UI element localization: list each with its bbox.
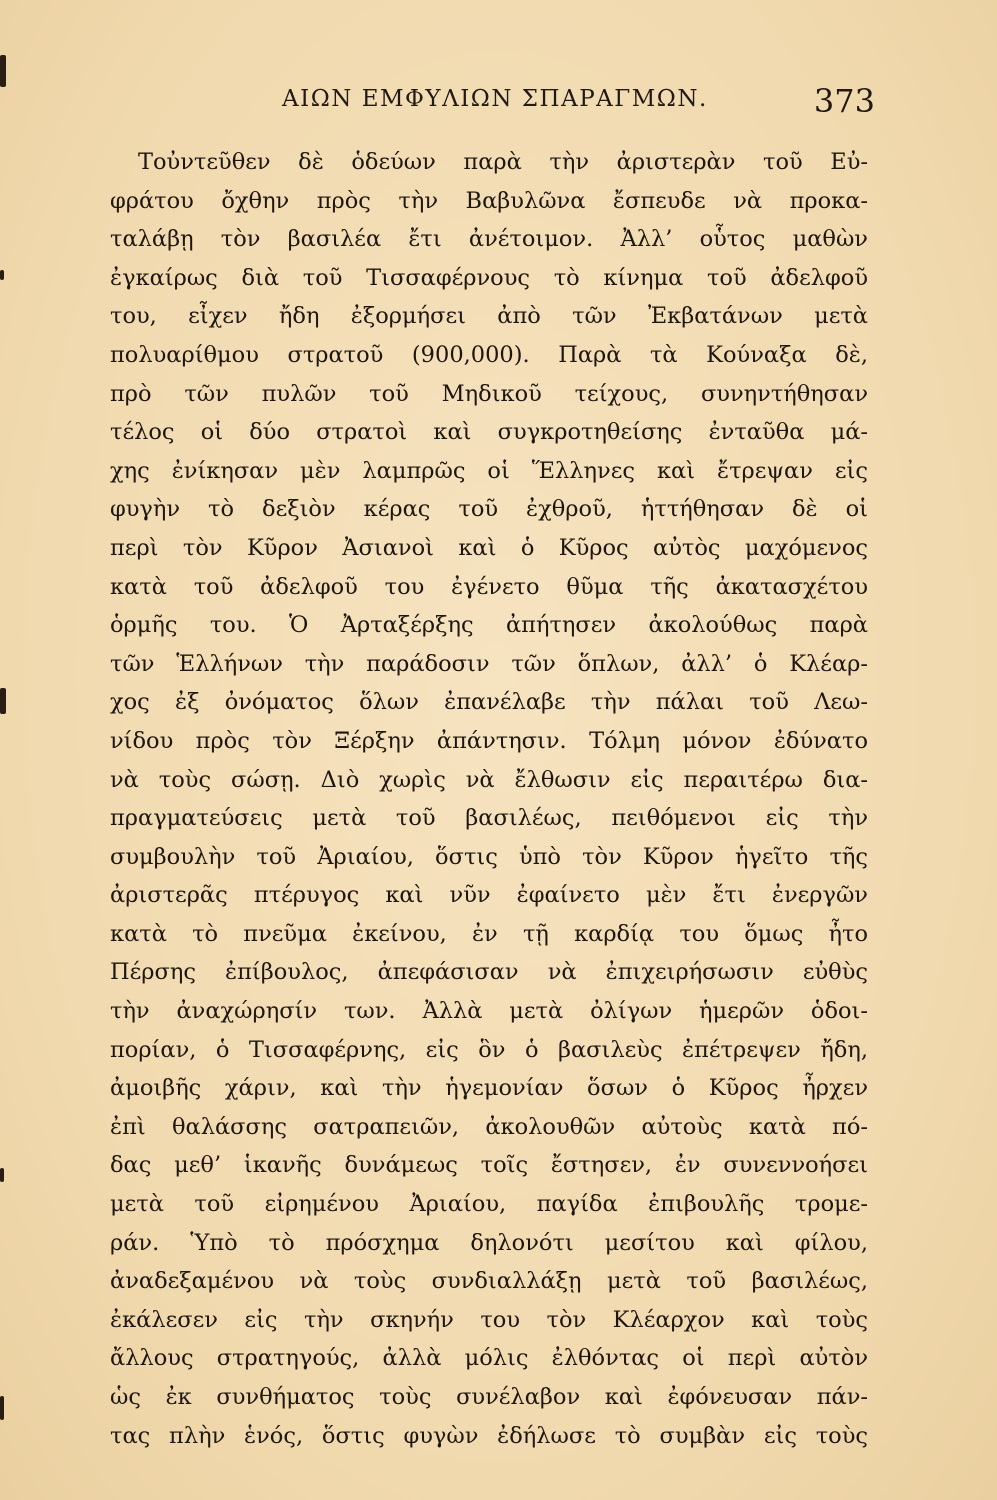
text-line: κατὰ τὸ πνεῦμα ἐκείνου, ἐν τῇ καρδίᾳ του ὅμως ἦτο: [110, 920, 868, 947]
text-line: ἄλλους στρατηγούς, ἀλλὰ μόλις ἐλθόντας οἱ περὶ αὐτὸν: [110, 1345, 868, 1372]
text-line: πραγματεύσεις μετὰ τοῦ βασιλέως, πειθόμενοι εἰς τὴν: [110, 805, 868, 832]
running-head: [110, 82, 875, 126]
text-line: συμβουλὴν τοῦ Ἀριαίου, ὅστις ὑπὸ τὸν Κῦρον ἡγεῖτο τῆς: [110, 843, 868, 870]
text-line: περὶ τὸν Κῦρον Ἀσιανοὶ καὶ ὁ Κῦρος αὐτὸς μαχόμενος: [110, 534, 868, 561]
text-line: πολυαρίθμου στρατοῦ (900,000). Παρὰ τὰ Κούναξα δὲ,: [110, 341, 868, 368]
text-line: νὰ τοὺς σώσῃ. Διὸ χωρὶς νὰ ἔλθωσιν εἰς περαιτέρω δια-: [110, 766, 868, 793]
text-line: ταλάβῃ τὸν βασιλέα ἔτι ἀνέτοιμον. Ἀλλ’ οὗτος μαθὼν: [110, 226, 868, 253]
page-edge-mark: [0, 1168, 4, 1182]
text-line: ἐπὶ θαλάσσης σατραπειῶν, ἀκολουθῶν αὐτοὺς κατὰ πό-: [110, 1113, 868, 1140]
text-line: μετὰ τοῦ εἰρημένου Ἀριαίου, παγίδα ἐπιβουλῆς τρομε-: [110, 1191, 868, 1218]
page-number: 373: [813, 82, 875, 120]
text-line: τέλος οἱ δύο στρατοὶ καὶ συγκροτηθείσης ἐνταῦθα μά-: [110, 419, 868, 446]
text-line: κατὰ τοῦ ἀδελφοῦ του ἐγένετο θῦμα τῆς ἀκατασχέτου: [110, 573, 868, 600]
text-line: τας πλὴν ἑνός, ὅστις φυγὼν ἐδήλωσε τὸ συμβὰν εἰς τοὺς: [110, 1422, 868, 1449]
text-line: τὴν ἀναχώρησίν των. Ἀλλὰ μετὰ ὀλίγων ἡμερῶν ὁδοι-: [110, 998, 868, 1025]
text-line: Πέρσης ἐπίβουλος, ἀπεφάσισαν νὰ ἐπιχειρήσωσιν εὐθὺς: [110, 959, 868, 986]
text-line: Τοὐντεῦθεν δὲ ὁδεύων παρὰ τὴν ἀριστερὰν τοῦ Εὐ-: [138, 149, 868, 175]
text-line: ὁρμῆς του. Ὁ Ἀρταξέρξης ἀπήτησεν ἀκολούθως παρὰ: [110, 612, 868, 639]
page-edge-mark: [0, 688, 6, 714]
text-line: φυγὴν τὸ δεξιὸν κέρας τοῦ ἐχθροῦ, ἡττήθησαν δὲ οἱ: [110, 496, 868, 523]
page-edge-mark: [0, 270, 4, 280]
running-head-title: ΑΙΩΝ ΕΜΦΥΛΙΩΝ ΣΠΑΡΑΓΜΩΝ.: [282, 86, 708, 112]
text-line: του, εἶχεν ἤδη ἐξορμήσει ἀπὸ τῶν Ἐκβατάνων μετὰ: [110, 303, 868, 330]
text-line: τῶν Ἑλλήνων τὴν παράδοσιν τῶν ὅπλων, ἀλλ’ ὁ Κλέαρ-: [110, 650, 868, 677]
text-line: νίδου πρὸς τὸν Ξέρξην ἀπάντησιν. Τόλμη μόνον ἐδύνατο: [110, 727, 868, 754]
text-line: ὡς ἐκ συνθήματος τοὺς συνέλαβον καὶ ἐφόνευσαν πάν-: [110, 1384, 868, 1410]
text-line: πορίαν, ὁ Τισσαφέρνης, εἰς ὃν ὁ βασιλεὺς ἐπέτρεψεν ἤδη,: [110, 1036, 868, 1063]
text-line: χος ἐξ ὀνόματος ὅλων ἐπανέλαβε τὴν πάλαι τοῦ Λεω-: [110, 689, 868, 716]
text-line: ράν. Ὑπὸ τὸ πρόσχημα δηλονότι μεσίτου καὶ φίλου,: [110, 1229, 868, 1256]
page-edge-mark: [0, 55, 6, 87]
text-line: ἀμοιβῆς χάριν, καὶ τὴν ἡγεμονίαν ὅσων ὁ Κῦρος ἦρχεν: [110, 1075, 868, 1102]
page-edge-mark: [0, 1396, 4, 1420]
text-line: δας μεθ’ ἱκανῆς δυνάμεως τοῖς ἔστησεν, ἐν συνεννοήσει: [110, 1152, 868, 1179]
text-line: χης ἐνίκησαν μὲν λαμπρῶς οἱ Ἕλληνες καὶ ἔτρεψαν εἰς: [110, 457, 868, 484]
text-line: ἐκάλεσεν εἰς τὴν σκηνήν του τὸν Κλέαρχον καὶ τοὺς: [110, 1306, 868, 1333]
text-line: φράτου ὄχθην πρὸς τὴν Βαβυλῶνα ἔσπευδε νὰ προκα-: [110, 187, 868, 214]
body-text: [110, 143, 868, 1455]
text-line: ἐγκαίρως διὰ τοῦ Τισσαφέρνους τὸ κίνημα τοῦ ἀδελφοῦ: [110, 264, 868, 291]
text-line: ἀναδεξαμένου νὰ τοὺς συνδιαλλάξῃ μετὰ τοῦ βασιλέως,: [110, 1268, 868, 1295]
text-line: ἀριστερᾶς πτέρυγος καὶ νῦν ἐφαίνετο μὲν ἔτι ἐνεργῶν: [110, 882, 868, 909]
text-line: πρὸ τῶν πυλῶν τοῦ Μηδικοῦ τείχους, συνηντήθησαν: [110, 380, 868, 407]
